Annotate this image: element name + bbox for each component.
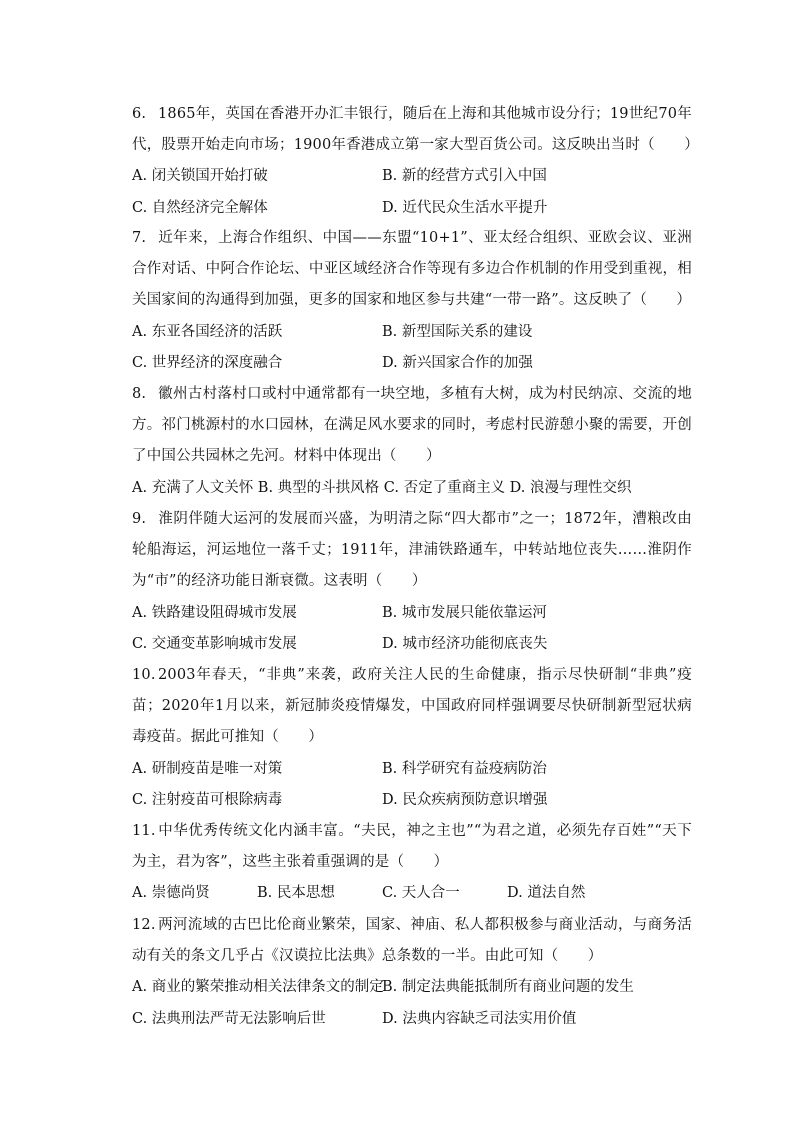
question-stem bbox=[132, 504, 692, 598]
option-d[interactable]: D. 民众疾病预防意识增强 bbox=[382, 791, 548, 808]
option-row bbox=[132, 972, 692, 1003]
option-c[interactable]: C. 注射疫苗可根除病毒 bbox=[132, 791, 283, 808]
options-block bbox=[132, 972, 692, 1034]
question-9 bbox=[132, 504, 692, 660]
option-b[interactable]: B. 城市发展只能依靠运河 bbox=[382, 604, 547, 621]
option-c[interactable]: C. 自然经济完全解体 bbox=[132, 199, 268, 216]
question-text: 两河流域的古巴比伦商业繁荣，国家、神庙、私人都积极参与商业活动，与商务活动有关的条文几乎占《汉谟拉比法典》总条数的一半。由此可知（ ） bbox=[132, 917, 692, 965]
option-b[interactable]: B. 新的经营方式引入中国 bbox=[382, 168, 547, 185]
option-row bbox=[132, 878, 692, 909]
option-a[interactable]: A. 崇德尚贤 bbox=[132, 885, 210, 902]
option-a[interactable]: A. 东亚各国经济的活跃 bbox=[132, 323, 283, 340]
question-6 bbox=[132, 99, 699, 224]
question-8 bbox=[132, 379, 692, 504]
question-number: 7. bbox=[132, 230, 147, 246]
option-d[interactable]: D. 新兴国家合作的加强 bbox=[382, 354, 533, 371]
question-number: 9. bbox=[132, 511, 147, 527]
option-row bbox=[132, 193, 692, 224]
question-text: 徽州古村落村口或村中通常都有一块空地，多植有大树，成为村民纳凉、交流的地方。祁门桃源村的水口园林，在满足风水要求的同时，考虑村民游憩小聚的需要，开创了中国公共园林之先河。材料中体现出（ ） bbox=[132, 386, 692, 465]
question-number: 11. bbox=[132, 823, 156, 839]
question-number: 6. bbox=[132, 106, 147, 122]
options-block bbox=[132, 598, 692, 660]
question-stem bbox=[132, 223, 692, 317]
question-11 bbox=[132, 816, 692, 910]
option-row bbox=[132, 598, 692, 629]
question-stem bbox=[132, 99, 699, 161]
question-stem bbox=[132, 379, 692, 473]
option-a[interactable]: A. 研制疫苗是唯一对策 bbox=[132, 760, 283, 777]
option-d[interactable]: D. 法典内容缺乏司法实用价值 bbox=[382, 1010, 577, 1027]
question-text: 淮阴伴随大运河的发展而兴盛，为明清之际“四大都市”之一；1872年，漕粮改由轮船海运，河运地位一落千丈；1911年，津浦铁路通车，中转站地位丧失……淮阴作为“市”的经济功能日渐衰微。这表明（ ） bbox=[132, 511, 692, 590]
question-stem bbox=[132, 816, 692, 878]
option-c[interactable]: C. 世界经济的深度融合 bbox=[132, 354, 283, 371]
question-text: 1865年，英国在香港开办汇丰银行，随后在上海和其他城市设分行；19世纪70年代，股票开始走向市场；1900年香港成立第一家大型百货公司。这反映出当时（ ） bbox=[132, 106, 699, 154]
question-text: 2003年春天，“非典”来袭，政府关注人民的生命健康，指示尽快研制“非典”疫苗；2020年1月以来，新冠肺炎疫情爆发，中国政府同样强调要尽快研制新型冠状病毒疫苗。据此可推知（ ） bbox=[132, 667, 692, 746]
question-text: 近年来，上海合作组织、中国——东盟“10+1”、亚太经合组织、亚欧会议、亚洲合作对话、中阿合作论坛、中亚区域经济合作等现有多边合作机制的作用受到重视，相关国家间的沟通得到加强，更多的国家和地区参与共建“一带一路”。这反映了（ ） bbox=[132, 230, 692, 309]
question-number: 10. bbox=[132, 667, 156, 683]
option-row bbox=[132, 317, 692, 348]
option-b[interactable]: B. 新型国际关系的建设 bbox=[382, 323, 533, 340]
option-row bbox=[132, 161, 692, 192]
question-10 bbox=[132, 660, 692, 816]
option-d[interactable]: D. 近代民众生活水平提升 bbox=[382, 199, 548, 216]
option-c[interactable]: C. 交通变革影响城市发展 bbox=[132, 635, 297, 652]
options-inline[interactable]: A. 充满了人文关怀 B. 典型的斗拱风格 C. 否定了重商主义 D. 浪漫与理性交织 bbox=[132, 479, 632, 496]
question-number: 12. bbox=[132, 917, 156, 933]
option-row bbox=[132, 1004, 692, 1035]
option-d[interactable]: D. 城市经济功能彻底丧失 bbox=[382, 635, 548, 652]
option-b[interactable]: B. 制定法典能抵制所有商业问题的发生 bbox=[382, 979, 634, 996]
option-b[interactable]: B. 科学研究有益疫病防治 bbox=[382, 760, 547, 777]
option-row bbox=[132, 629, 692, 660]
option-c[interactable]: C. 天人合一 bbox=[382, 885, 460, 902]
question-text: 中华优秀传统文化内涵丰富。“夫民，神之主也”“为君之道，必须先存百姓”“天下为主，君为客”，这些主张着重强调的是（ ） bbox=[132, 823, 692, 871]
question-stem bbox=[132, 660, 692, 754]
option-d[interactable]: D. 道法自然 bbox=[507, 885, 586, 902]
option-row bbox=[132, 754, 692, 785]
option-a[interactable]: A. 商业的繁荣推动相关法律条文的制定 bbox=[132, 979, 384, 996]
option-a[interactable]: A. 铁路建设阻碍城市发展 bbox=[132, 604, 297, 621]
option-c[interactable]: C. 法典刑法严苛无法影响后世 bbox=[132, 1010, 326, 1027]
options-block bbox=[132, 317, 692, 379]
question-number: 8. bbox=[132, 386, 147, 402]
question-7 bbox=[132, 223, 692, 379]
options-block bbox=[132, 754, 692, 816]
option-b[interactable]: B. 民本思想 bbox=[257, 885, 335, 902]
question-12 bbox=[132, 910, 692, 1035]
options-block bbox=[132, 161, 692, 223]
question-stem bbox=[132, 910, 692, 972]
option-a[interactable]: A. 闭关锁国开始打破 bbox=[132, 168, 268, 185]
options-block bbox=[132, 878, 692, 909]
option-row bbox=[132, 348, 692, 379]
option-row bbox=[132, 785, 692, 816]
